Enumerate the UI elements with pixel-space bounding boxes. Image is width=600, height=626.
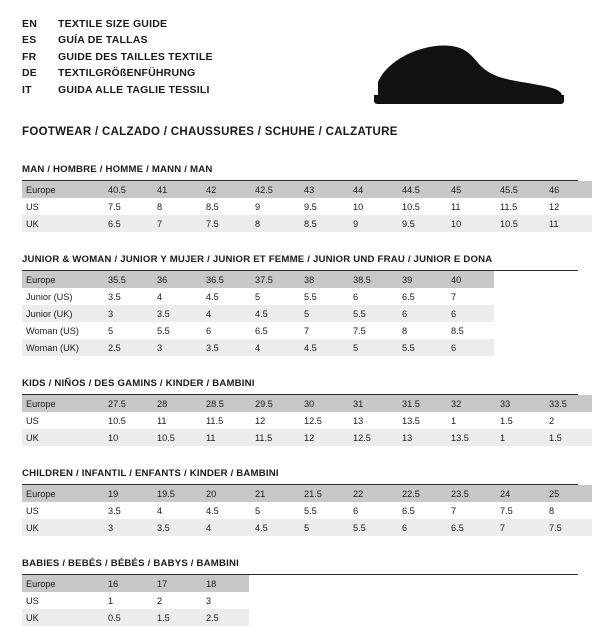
- table-cell: 11.5: [206, 415, 224, 426]
- table-cell: 1: [108, 595, 114, 606]
- table-cell: 9.5: [304, 201, 317, 212]
- table-cell: 12.5: [347, 429, 396, 446]
- language-code: ES: [22, 34, 37, 47]
- size-section: [22, 254, 578, 356]
- table-cell: 1.5: [500, 415, 513, 426]
- table-cell: 13: [396, 429, 445, 446]
- table-cell: 36: [151, 271, 200, 288]
- table-row: [22, 395, 592, 412]
- table-cell: 10.5: [151, 429, 200, 446]
- table-cell: [445, 609, 494, 626]
- table-cell: 6: [353, 505, 359, 516]
- table-cell: 20: [200, 485, 249, 502]
- table-cell: 10.5: [494, 215, 543, 232]
- table-cell: 11: [157, 415, 167, 426]
- table-cell: 19.5: [151, 485, 200, 502]
- table-cell: 4: [200, 519, 249, 536]
- table-cell: 16: [102, 575, 151, 592]
- table-cell: [543, 305, 592, 322]
- table-cell: 41: [151, 181, 200, 198]
- table-cell: [494, 592, 543, 609]
- dress-shoe-icon: [374, 38, 564, 104]
- table-cell: [494, 609, 543, 626]
- table-cell: 2: [157, 595, 163, 606]
- row-label: UK: [22, 609, 102, 626]
- table-cell: 38.5: [347, 271, 396, 288]
- table-cell: 12: [298, 429, 347, 446]
- size-section: [22, 164, 578, 232]
- table-cell: 4: [157, 505, 163, 516]
- table-cell: 23.5: [445, 485, 494, 502]
- section-title: CHILDREN / INFANTIL / ENFANTS / KINDER / BAMBINI: [22, 468, 578, 485]
- row-label: UK: [22, 429, 102, 446]
- row-label: UK: [22, 215, 102, 232]
- table-cell: 45.5: [494, 181, 543, 198]
- table-cell: 29.5: [249, 395, 298, 412]
- section-title: BABIES / BEBÉS / BÉBÉS / BABYS / BAMBINI: [22, 558, 578, 575]
- table-cell: 5.5: [347, 305, 396, 322]
- table-cell: 43: [298, 181, 347, 198]
- table-cell: [543, 339, 592, 356]
- table-cell: 31.5: [396, 395, 445, 412]
- table-cell: [543, 322, 592, 339]
- table-cell: [494, 288, 543, 305]
- table-cell: 40: [445, 271, 494, 288]
- table-row: [22, 519, 592, 536]
- row-label: Europe: [22, 575, 102, 592]
- table-cell: 9.5: [396, 215, 445, 232]
- table-cell: 0.5: [102, 609, 151, 626]
- row-label: US: [26, 505, 39, 516]
- row-label: Woman (US): [26, 325, 79, 336]
- table-cell: 45: [445, 181, 494, 198]
- table-cell: 7.5: [108, 201, 121, 212]
- table-cell: 13.5: [445, 429, 494, 446]
- table-row: [22, 288, 592, 305]
- table-cell: 11: [451, 201, 461, 212]
- table-cell: 10: [445, 215, 494, 232]
- section-title: KIDS / NIÑOS / DES GAMINS / KINDER / BAMBINI: [22, 378, 578, 395]
- table-cell: 11.5: [500, 201, 518, 212]
- table-cell: [298, 575, 347, 592]
- table-cell: [298, 592, 347, 609]
- table-cell: 1.5: [543, 429, 592, 446]
- section-title: MAN / HOMBRE / HOMME / MANN / MAN: [22, 164, 578, 181]
- table-cell: 42: [200, 181, 249, 198]
- table-cell: [494, 339, 543, 356]
- language-code: EN: [22, 18, 37, 30]
- table-cell: 4.5: [206, 291, 219, 302]
- row-label: Europe: [22, 395, 102, 412]
- table-cell: 30: [298, 395, 347, 412]
- table-cell: 3: [151, 339, 200, 356]
- table-cell: 42.5: [249, 181, 298, 198]
- table-cell: 2: [549, 415, 555, 426]
- table-cell: 4.5: [249, 305, 298, 322]
- row-label: Junior (UK): [22, 305, 102, 322]
- table-cell: 24: [494, 485, 543, 502]
- table-row: [22, 198, 592, 215]
- table-cell: 11.5: [249, 429, 298, 446]
- table-cell: [543, 592, 592, 609]
- table-cell: 35.5: [102, 271, 151, 288]
- table-cell: 10: [353, 201, 364, 212]
- table-cell: 18: [200, 575, 249, 592]
- table-row: [22, 485, 592, 502]
- table-cell: 10.5: [402, 201, 420, 212]
- table-cell: 5: [108, 325, 114, 336]
- size-section: [22, 558, 578, 626]
- table-cell: 10: [102, 429, 151, 446]
- language-code: DE: [22, 67, 37, 80]
- table-cell: 3.5: [151, 519, 200, 536]
- row-label: Europe: [22, 271, 102, 288]
- table-cell: 11: [200, 429, 249, 446]
- table-cell: 1.5: [151, 609, 200, 626]
- page-header: [22, 16, 578, 114]
- size-table: [22, 271, 592, 356]
- table-cell: 25: [543, 485, 592, 502]
- table-row: [22, 305, 592, 322]
- table-cell: 9: [347, 215, 396, 232]
- table-cell: 6: [396, 519, 445, 536]
- table-cell: 8.5: [451, 325, 464, 336]
- language-title: GUIDE DES TAILLES TEXTILE: [58, 50, 213, 63]
- table-cell: 6: [445, 305, 494, 322]
- row-label: Europe: [22, 485, 102, 502]
- table-cell: 3.5: [108, 291, 121, 302]
- size-table: [22, 575, 592, 626]
- table-row: [22, 575, 592, 592]
- table-cell: [494, 322, 543, 339]
- table-cell: 6.5: [102, 215, 151, 232]
- size-table: [22, 395, 592, 446]
- size-section: [22, 378, 578, 446]
- table-cell: 22: [347, 485, 396, 502]
- row-label: Junior (US): [26, 291, 73, 302]
- table-cell: [396, 592, 445, 609]
- table-cell: [543, 271, 592, 288]
- table-cell: 8: [402, 325, 408, 336]
- table-cell: 7.5: [353, 325, 366, 336]
- table-cell: 32: [445, 395, 494, 412]
- table-cell: 39: [396, 271, 445, 288]
- table-cell: 5.5: [396, 339, 445, 356]
- table-cell: 8.5: [206, 201, 219, 212]
- table-cell: [445, 592, 494, 609]
- table-cell: 5.5: [304, 291, 317, 302]
- table-cell: [347, 575, 396, 592]
- size-sections: [22, 164, 578, 626]
- table-cell: 22.5: [396, 485, 445, 502]
- table-cell: 8: [249, 215, 298, 232]
- table-cell: 38: [298, 271, 347, 288]
- table-cell: 17: [151, 575, 200, 592]
- table-cell: 10.5: [108, 415, 126, 426]
- table-cell: [249, 592, 298, 609]
- section-title: JUNIOR & WOMAN / JUNIOR Y MUJER / JUNIOR ET FEMME / JUNIOR UND FRAU / JUNIOR E DONA: [22, 254, 578, 271]
- table-cell: 19: [102, 485, 151, 502]
- row-label: Woman (UK): [22, 339, 102, 356]
- table-cell: 8: [157, 201, 163, 212]
- table-cell: 5.5: [304, 505, 317, 516]
- language-row: [22, 49, 213, 65]
- table-cell: 36.5: [200, 271, 249, 288]
- language-title-list: [22, 16, 213, 98]
- size-table: [22, 181, 592, 232]
- table-cell: [396, 609, 445, 626]
- table-cell: 6: [445, 339, 494, 356]
- table-cell: 1: [494, 429, 543, 446]
- table-row: [22, 215, 592, 232]
- table-cell: 31: [347, 395, 396, 412]
- table-cell: 37.5: [249, 271, 298, 288]
- table-cell: 12: [255, 415, 266, 426]
- table-cell: 44.5: [396, 181, 445, 198]
- table-cell: 6: [396, 305, 445, 322]
- table-cell: 4.5: [249, 519, 298, 536]
- table-cell: 2.5: [102, 339, 151, 356]
- table-cell: [249, 609, 298, 626]
- table-cell: 7.5: [200, 215, 249, 232]
- language-row: [22, 82, 213, 98]
- table-row: [22, 429, 592, 446]
- table-cell: [445, 575, 494, 592]
- table-cell: 5: [255, 291, 261, 302]
- table-row: [22, 271, 592, 288]
- language-row: [22, 16, 213, 32]
- row-label: US: [26, 201, 39, 212]
- table-cell: 7: [451, 505, 457, 516]
- table-cell: 3.5: [108, 505, 121, 516]
- table-cell: [494, 305, 543, 322]
- table-row: [22, 339, 592, 356]
- table-cell: 4.5: [206, 505, 219, 516]
- table-cell: 7.5: [500, 505, 513, 516]
- table-cell: [543, 575, 592, 592]
- table-row: [22, 592, 592, 609]
- table-cell: 21.5: [298, 485, 347, 502]
- table-cell: [396, 575, 445, 592]
- size-table: [22, 485, 592, 536]
- language-title: TEXTILE SIZE GUIDE: [58, 18, 168, 30]
- table-row: [22, 609, 592, 626]
- table-cell: 28.5: [200, 395, 249, 412]
- size-section: [22, 468, 578, 536]
- table-cell: 44: [347, 181, 396, 198]
- table-cell: 33.5: [543, 395, 592, 412]
- table-cell: 7.5: [543, 519, 592, 536]
- table-cell: 21: [249, 485, 298, 502]
- table-cell: 5: [255, 505, 261, 516]
- table-row: [22, 322, 592, 339]
- table-cell: 1: [451, 415, 457, 426]
- table-cell: 6.5: [402, 291, 415, 302]
- table-cell: 6.5: [445, 519, 494, 536]
- table-cell: 6: [353, 291, 359, 302]
- table-cell: 28: [151, 395, 200, 412]
- table-cell: 7: [494, 519, 543, 536]
- table-cell: 3: [102, 519, 151, 536]
- table-cell: 2.5: [200, 609, 249, 626]
- row-label: Europe: [22, 181, 102, 198]
- table-cell: 5: [347, 339, 396, 356]
- table-cell: [494, 271, 543, 288]
- table-cell: 7: [304, 325, 310, 336]
- table-cell: 40.5: [102, 181, 151, 198]
- table-cell: 12.5: [304, 415, 322, 426]
- table-cell: [543, 609, 592, 626]
- table-cell: [249, 575, 298, 592]
- table-cell: 7: [151, 215, 200, 232]
- table-cell: 4: [200, 305, 249, 322]
- table-cell: [543, 288, 592, 305]
- table-cell: 4.5: [298, 339, 347, 356]
- table-row: [22, 181, 592, 198]
- language-title: GUIDA ALLE TAGLIE TESSILI: [58, 83, 210, 96]
- language-row: [22, 32, 213, 48]
- table-cell: 5: [298, 305, 347, 322]
- table-cell: 46: [543, 181, 592, 198]
- table-cell: [347, 592, 396, 609]
- language-code: IT: [22, 83, 32, 96]
- table-cell: 9: [255, 201, 261, 212]
- table-cell: 33: [494, 395, 543, 412]
- table-cell: 13.5: [402, 415, 420, 426]
- language-row: [22, 65, 213, 81]
- category-title: FOOTWEAR / CALZADO / CHAUSSURES / SCHUHE / CALZATURE: [22, 126, 398, 138]
- table-row: [22, 502, 592, 519]
- table-cell: 3.5: [200, 339, 249, 356]
- table-cell: 12: [549, 201, 560, 212]
- table-cell: 5: [298, 519, 347, 536]
- language-title: GUÍA DE TALLAS: [58, 34, 148, 47]
- table-cell: [494, 575, 543, 592]
- table-cell: 3.5: [151, 305, 200, 322]
- table-cell: 6: [206, 325, 212, 336]
- row-label: UK: [22, 519, 102, 536]
- table-cell: 5.5: [157, 325, 170, 336]
- table-cell: 6.5: [402, 505, 415, 516]
- table-cell: 27.5: [102, 395, 151, 412]
- table-cell: 7: [451, 291, 457, 302]
- table-row: [22, 412, 592, 429]
- table-cell: 8.5: [298, 215, 347, 232]
- table-cell: 4: [249, 339, 298, 356]
- row-label: US: [26, 415, 39, 426]
- table-cell: 4: [157, 291, 163, 302]
- table-cell: 6.5: [255, 325, 268, 336]
- table-cell: [298, 609, 347, 626]
- table-cell: 5.5: [347, 519, 396, 536]
- table-cell: 8: [549, 505, 555, 516]
- table-cell: 11: [543, 215, 592, 232]
- table-cell: 3: [206, 595, 212, 606]
- row-label: US: [26, 595, 39, 606]
- language-title: TEXTILGRÖßENFÜHRUNG: [58, 67, 196, 80]
- language-code: FR: [22, 50, 37, 63]
- table-cell: 3: [102, 305, 151, 322]
- table-cell: [347, 609, 396, 626]
- table-cell: 13: [353, 415, 364, 426]
